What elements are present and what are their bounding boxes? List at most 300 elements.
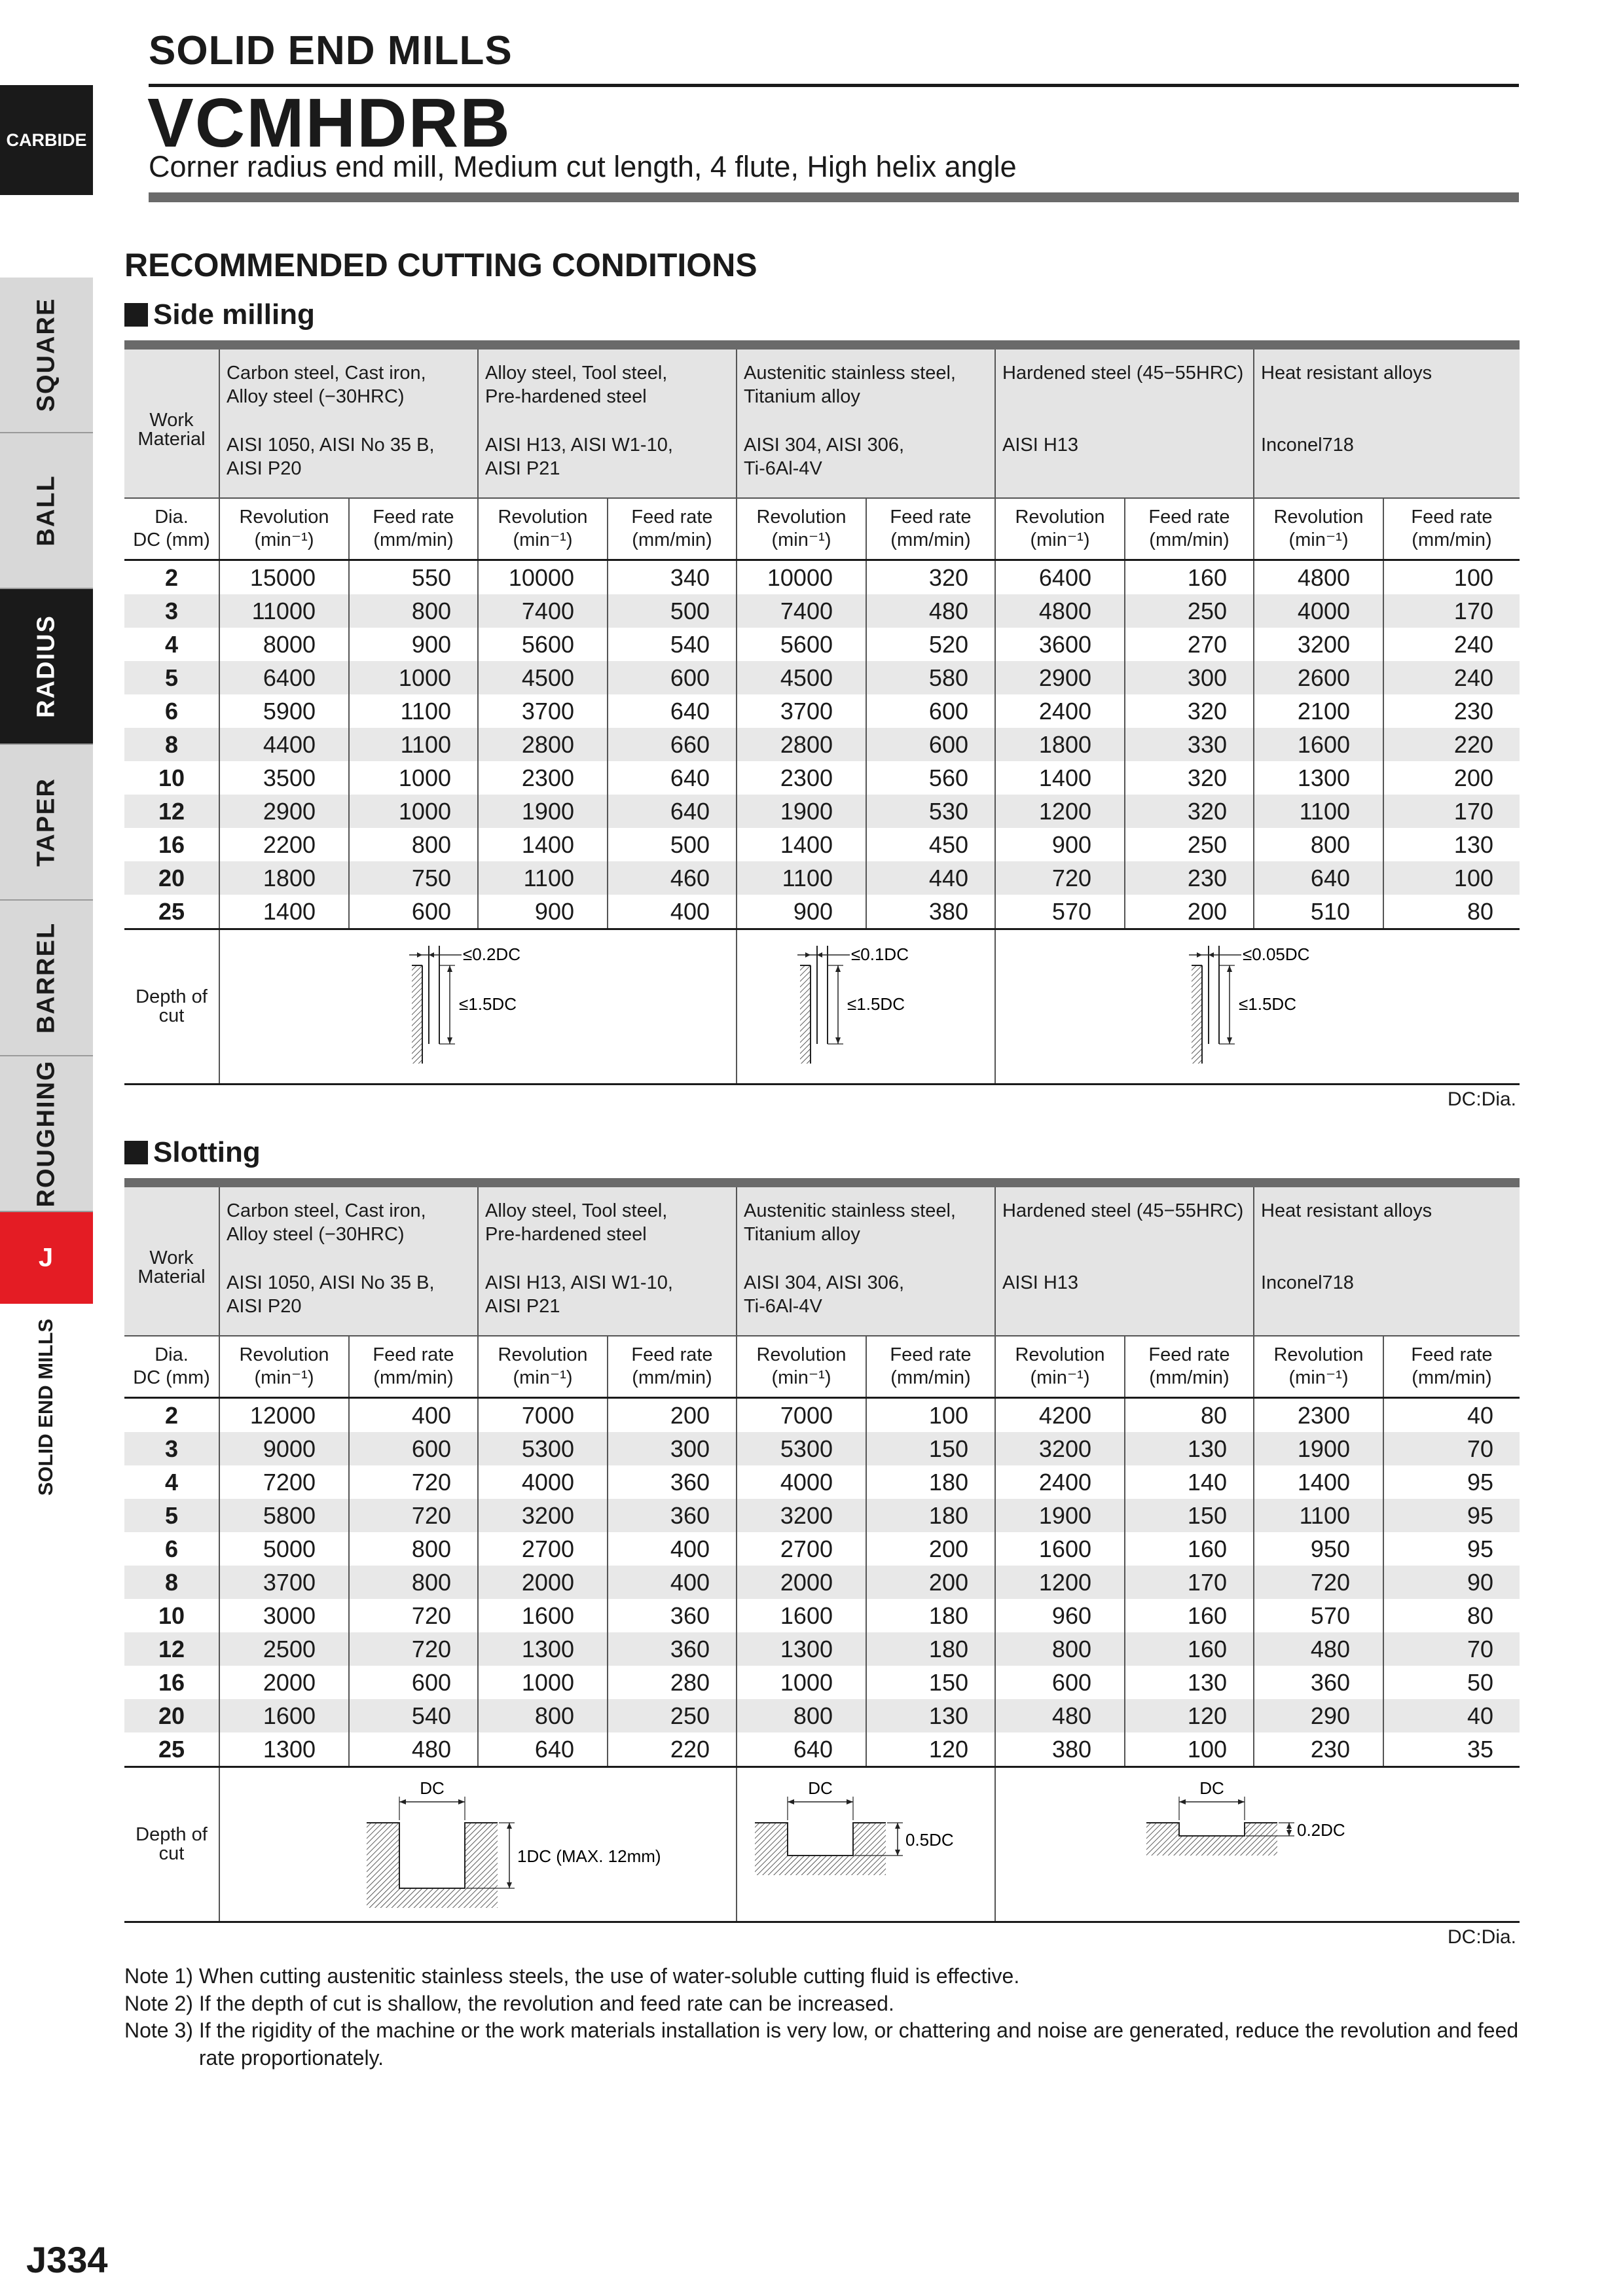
feed-rate-cell: 250 xyxy=(1125,594,1254,628)
feed-rate-cell: 170 xyxy=(1383,795,1520,828)
material-header xyxy=(1254,350,1520,498)
revolution-cell: 1300 xyxy=(1254,761,1383,795)
feed-rate-cell: 460 xyxy=(608,861,737,895)
feed-rate-cell: 440 xyxy=(866,861,995,895)
depth-of-cut-label: Depth of cut xyxy=(124,929,219,1085)
feed-rate-cell: 400 xyxy=(608,895,737,929)
feed-rate-cell: 360 xyxy=(608,1599,737,1632)
table-row xyxy=(124,560,1520,595)
revolution-cell: 4500 xyxy=(478,661,608,694)
tab-taper-label: TAPER xyxy=(32,778,60,867)
revolution-cell: 1400 xyxy=(1254,1465,1383,1499)
feed-rate-cell: 200 xyxy=(866,1566,995,1599)
revolution-header: Revolution (min⁻¹) xyxy=(1254,1336,1383,1398)
feed-rate-cell: 95 xyxy=(1383,1499,1520,1532)
revolution-cell: 640 xyxy=(737,1732,866,1767)
dia-cell: 5 xyxy=(124,1499,219,1532)
material-header xyxy=(995,350,1254,498)
feed-rate-cell: 180 xyxy=(866,1465,995,1499)
revolution-cell: 3700 xyxy=(478,694,608,728)
revolution-cell: 2700 xyxy=(478,1532,608,1566)
table-row xyxy=(124,661,1520,694)
revolution-cell: 3000 xyxy=(219,1599,349,1632)
dia-cell: 20 xyxy=(124,1699,219,1732)
table-row xyxy=(124,594,1520,628)
revolution-cell: 2800 xyxy=(737,728,866,761)
feed-rate-cell: 500 xyxy=(608,828,737,861)
revolution-cell: 5600 xyxy=(737,628,866,661)
revolution-cell: 2900 xyxy=(995,661,1125,694)
feed-rate-cell: 270 xyxy=(1125,628,1254,661)
feed-rate-cell: 600 xyxy=(349,895,478,929)
table-row xyxy=(124,1432,1520,1465)
tab-barrel-label: BARREL xyxy=(32,922,60,1034)
revolution-cell: 2300 xyxy=(737,761,866,795)
feed-rate-cell: 250 xyxy=(1125,828,1254,861)
tab-roughing[interactable] xyxy=(0,1056,93,1212)
revolution-cell: 1300 xyxy=(478,1632,608,1666)
dia-cell: 5 xyxy=(124,661,219,694)
feed-rate-cell: 300 xyxy=(608,1432,737,1465)
revolution-cell: 5000 xyxy=(219,1532,349,1566)
feed-rate-cell: 230 xyxy=(1125,861,1254,895)
tab-square[interactable] xyxy=(0,278,93,433)
depth-of-cut-diagram-cell xyxy=(737,929,995,1085)
revolution-cell: 7200 xyxy=(219,1465,349,1499)
table-row xyxy=(124,828,1520,861)
revolution-cell: 3700 xyxy=(737,694,866,728)
revolution-cell: 2800 xyxy=(478,728,608,761)
feed-rate-cell: 520 xyxy=(866,628,995,661)
revolution-cell: 800 xyxy=(1254,828,1383,861)
table-row xyxy=(124,895,1520,929)
revolution-cell: 1600 xyxy=(737,1599,866,1632)
dia-cell: 16 xyxy=(158,831,185,858)
revolution-cell: 6400 xyxy=(219,661,349,694)
material-name: Alloy steel, Tool steel, Pre-hardened steel xyxy=(485,363,668,408)
vertical-section-label: SOLID END MILLS xyxy=(34,1318,57,1496)
revolution-cell: 2700 xyxy=(737,1532,866,1566)
material-header xyxy=(737,1187,995,1336)
tab-j[interactable] xyxy=(0,1212,93,1304)
revolution-cell: 3200 xyxy=(478,1499,608,1532)
depth-of-cut-label: Depth of cut xyxy=(124,1767,219,1922)
revolution-cell: 8000 xyxy=(219,628,349,661)
feed-rate-cell: 80 xyxy=(1125,1398,1254,1433)
feed-rate-header: Feed rate (mm/min) xyxy=(349,498,478,560)
revolution-cell: 480 xyxy=(1254,1632,1383,1666)
feed-rate-cell: 1100 xyxy=(349,694,478,728)
table-row xyxy=(124,1599,1520,1632)
revolution-header: Revolution (min⁻¹) xyxy=(478,498,608,560)
feed-rate-cell: 150 xyxy=(866,1432,995,1465)
dia-cell: 6 xyxy=(164,697,179,725)
square-bullet-icon xyxy=(124,1141,148,1164)
material-aisi: AISI H13, AISI W1-10, AISI P21 xyxy=(485,435,673,480)
depth-of-cut-row xyxy=(124,929,1520,1085)
revolution-cell: 7400 xyxy=(478,594,608,628)
feed-rate-cell: 480 xyxy=(866,594,995,628)
axial-depth-label: ≤1.5DC xyxy=(459,994,517,1014)
revolution-cell: 510 xyxy=(1254,895,1383,929)
feed-rate-cell: 100 xyxy=(1125,1732,1254,1767)
dc-dia-note: DC:Dia. xyxy=(1447,1926,1516,1948)
feed-rate-cell: 160 xyxy=(1125,560,1254,595)
slotting-depth-diagram xyxy=(1140,1778,1376,1901)
feed-rate-cell: 240 xyxy=(1383,661,1520,694)
feed-rate-header: Feed rate (mm/min) xyxy=(1383,498,1520,560)
feed-rate-cell: 550 xyxy=(349,560,478,595)
table-row xyxy=(124,1699,1520,1732)
table-row xyxy=(124,795,1520,828)
feed-rate-cell: 200 xyxy=(866,1532,995,1566)
feed-rate-cell: 660 xyxy=(608,728,737,761)
revolution-cell: 1000 xyxy=(478,1666,608,1699)
tab-j-label: J xyxy=(38,1243,55,1272)
material-name: Carbon steel, Cast iron, Alloy steel (−30HRC) xyxy=(227,363,426,408)
revolution-cell: 720 xyxy=(995,861,1125,895)
revolution-cell: 570 xyxy=(1254,1599,1383,1632)
note-3: Note 3) If the rigidity of the machine or the work materials installation is very low, or chattering and noise are generated, reduce the revolution and feed rate proportionately. xyxy=(124,2018,1519,2070)
feed-rate-header: Feed rate (mm/min) xyxy=(608,498,737,560)
revolution-cell: 900 xyxy=(995,828,1125,861)
header-bar xyxy=(149,192,1519,202)
revolution-cell: 1600 xyxy=(995,1532,1125,1566)
dia-cell: 20 xyxy=(124,861,219,895)
table-top-bar xyxy=(124,1178,1520,1187)
side-milling-heading: Side milling xyxy=(124,298,315,331)
feed-rate-cell: 160 xyxy=(1125,1599,1254,1632)
revolution-cell: 480 xyxy=(995,1699,1125,1732)
dia-cell: 12 xyxy=(124,1632,219,1666)
tab-roughing-label: ROUGHING xyxy=(32,1060,60,1208)
feed-rate-cell: 320 xyxy=(866,560,995,595)
feed-rate-cell: 720 xyxy=(349,1632,478,1666)
revolution-cell: 1100 xyxy=(478,861,608,895)
dia-cell: 4 xyxy=(164,1468,179,1496)
square-bullet-icon xyxy=(124,303,148,327)
carbide-tab-label: CARBIDE xyxy=(6,130,87,150)
feed-rate-cell: 1000 xyxy=(349,795,478,828)
feed-rate-cell: 560 xyxy=(866,761,995,795)
revolution-cell: 1100 xyxy=(1254,1499,1383,1532)
feed-rate-cell: 640 xyxy=(608,761,737,795)
slot-depth-label: 1DC (MAX. 12mm) xyxy=(517,1846,661,1866)
work-material-label: Work Material xyxy=(124,1187,219,1336)
depth-of-cut-diagram-cell xyxy=(219,929,737,1085)
side-milling-depth-diagram xyxy=(403,946,553,1064)
material-name: Austenitic stainless steel, Titanium alloy xyxy=(744,363,956,408)
material-header xyxy=(1254,1187,1520,1336)
feed-rate-cell: 150 xyxy=(866,1666,995,1699)
material-name: Heat resistant alloys xyxy=(1261,1200,1432,1221)
revolution-cell: 4500 xyxy=(737,661,866,694)
slot-depth-label: 0.5DC xyxy=(905,1830,954,1850)
feed-rate-cell: 130 xyxy=(1383,828,1520,861)
slotting-table xyxy=(124,1178,1520,1923)
dia-cell: 3 xyxy=(124,1432,219,1465)
feed-rate-cell: 800 xyxy=(349,1532,478,1566)
model-name: VCMHDRB xyxy=(147,84,511,162)
table-row xyxy=(124,1732,1520,1767)
revolution-header: Revolution (min⁻¹) xyxy=(219,498,349,560)
dia-cell: 25 xyxy=(124,1732,219,1767)
feed-rate-cell: 1000 xyxy=(349,661,478,694)
revolution-header: Revolution (min⁻¹) xyxy=(737,498,866,560)
feed-rate-cell: 90 xyxy=(1383,1566,1520,1599)
revolution-cell: 2200 xyxy=(219,828,349,861)
revolution-cell: 5800 xyxy=(219,1499,349,1532)
tab-ball[interactable] xyxy=(0,433,93,589)
revolution-cell: 950 xyxy=(1254,1532,1383,1566)
feed-rate-cell: 900 xyxy=(349,628,478,661)
feed-rate-cell: 800 xyxy=(349,594,478,628)
feed-rate-cell: 230 xyxy=(1383,694,1520,728)
tab-radius-label: RADIUS xyxy=(32,615,60,718)
revolution-cell: 960 xyxy=(995,1599,1125,1632)
revolution-cell: 1600 xyxy=(1254,728,1383,761)
feed-rate-cell: 100 xyxy=(866,1398,995,1433)
feed-rate-cell: 600 xyxy=(608,661,737,694)
revolution-cell: 5600 xyxy=(478,628,608,661)
revolution-cell: 900 xyxy=(478,895,608,929)
feed-rate-cell: 300 xyxy=(1125,661,1254,694)
feed-rate-cell: 500 xyxy=(608,594,737,628)
feed-rate-cell: 70 xyxy=(1383,1632,1520,1666)
feed-rate-header: Feed rate (mm/min) xyxy=(1125,1336,1254,1398)
revolution-cell: 3600 xyxy=(995,628,1125,661)
revolution-cell: 4800 xyxy=(995,594,1125,628)
revolution-cell: 1900 xyxy=(478,795,608,828)
table-row xyxy=(124,1666,1520,1699)
revolution-header: Revolution (min⁻¹) xyxy=(995,1336,1125,1398)
feed-rate-cell: 640 xyxy=(608,694,737,728)
revolution-cell: 1900 xyxy=(995,1499,1125,1532)
dia-header: Dia. DC (mm) xyxy=(124,1336,219,1398)
revolution-cell: 15000 xyxy=(219,560,349,595)
revolution-cell: 2900 xyxy=(219,795,349,828)
feed-rate-cell: 80 xyxy=(1383,1599,1520,1632)
feed-rate-cell: 120 xyxy=(866,1732,995,1767)
revolution-cell: 720 xyxy=(1254,1566,1383,1599)
feed-rate-cell: 1000 xyxy=(349,761,478,795)
revolution-cell: 1900 xyxy=(1254,1432,1383,1465)
feed-rate-header: Feed rate (mm/min) xyxy=(608,1336,737,1398)
revolution-header: Revolution (min⁻¹) xyxy=(995,498,1125,560)
dia-cell: 3 xyxy=(124,594,219,628)
note-2: Note 2) If the depth of cut is shallow, the revolution and feed rate can be increased. xyxy=(124,1991,894,2015)
material-aisi: AISI 304, AISI 306, Ti-6Al-4V xyxy=(744,435,905,480)
depth-of-cut-row xyxy=(124,1767,1520,1922)
slotting-depth-diagram xyxy=(360,1778,661,1901)
revolution-cell: 1300 xyxy=(219,1732,349,1767)
feed-rate-cell: 320 xyxy=(1125,795,1254,828)
note-1: Note 1) When cutting austenitic stainless steels, the use of water-soluble cutting fluid is effective. xyxy=(124,1964,1020,1988)
feed-rate-cell: 250 xyxy=(608,1699,737,1732)
revolution-cell: 1100 xyxy=(1254,795,1383,828)
radial-depth-label: ≤0.2DC xyxy=(463,944,520,964)
dia-cell: 6 xyxy=(164,1535,179,1562)
revolution-cell: 2300 xyxy=(1254,1398,1383,1433)
feed-rate-cell: 800 xyxy=(349,828,478,861)
revolution-cell: 290 xyxy=(1254,1699,1383,1732)
feed-rate-cell: 80 xyxy=(1383,895,1520,929)
revolution-cell: 4800 xyxy=(1254,560,1383,595)
feed-rate-cell: 50 xyxy=(1383,1666,1520,1699)
revolution-cell: 600 xyxy=(995,1666,1125,1699)
table-row xyxy=(124,1532,1520,1566)
feed-rate-cell: 95 xyxy=(1383,1532,1520,1566)
revolution-cell: 10000 xyxy=(478,560,608,595)
table-top-bar xyxy=(124,340,1520,350)
revolution-cell: 3700 xyxy=(219,1566,349,1599)
tab-square-label: SQUARE xyxy=(32,297,60,412)
feed-rate-cell: 720 xyxy=(349,1465,478,1499)
material-header xyxy=(995,1187,1254,1336)
material-name: Austenitic stainless steel, Titanium alloy xyxy=(744,1200,956,1246)
revolution-cell: 1400 xyxy=(478,828,608,861)
revolution-cell: 1100 xyxy=(737,861,866,895)
feed-rate-header: Feed rate (mm/min) xyxy=(1125,498,1254,560)
slotting-depth-diagram xyxy=(748,1778,984,1901)
feed-rate-header: Feed rate (mm/min) xyxy=(866,1336,995,1398)
side-milling-table xyxy=(124,340,1520,1085)
material-name: Alloy steel, Tool steel, Pre-hardened steel xyxy=(485,1200,668,1246)
tab-radius[interactable] xyxy=(0,589,93,745)
material-aisi: AISI H13 xyxy=(1002,435,1079,456)
revolution-cell: 360 xyxy=(1254,1666,1383,1699)
feed-rate-cell: 130 xyxy=(1125,1432,1254,1465)
feed-rate-cell: 170 xyxy=(1125,1566,1254,1599)
tab-ball-label: BALL xyxy=(32,475,60,547)
work-material-row xyxy=(124,1187,1520,1336)
revolution-cell: 640 xyxy=(1254,861,1383,895)
work-material-label: Work Material xyxy=(124,350,219,498)
revolution-cell: 800 xyxy=(478,1699,608,1732)
material-aisi: AISI H13, AISI W1-10, AISI P21 xyxy=(485,1272,673,1318)
feed-rate-cell: 130 xyxy=(1125,1666,1254,1699)
dia-cell: 4 xyxy=(164,630,179,658)
feed-rate-cell: 220 xyxy=(608,1732,737,1767)
dc-dia-note: DC:Dia. xyxy=(1447,1088,1516,1110)
feed-rate-cell: 200 xyxy=(1383,761,1520,795)
material-name: Heat resistant alloys xyxy=(1261,363,1432,384)
work-material-row xyxy=(124,350,1520,498)
feed-rate-cell: 40 xyxy=(1383,1398,1520,1433)
slot-width-label: DC xyxy=(1199,1778,1224,1798)
revolution-cell: 4400 xyxy=(219,728,349,761)
feed-rate-cell: 1100 xyxy=(349,728,478,761)
feed-rate-cell: 180 xyxy=(866,1599,995,1632)
table-row xyxy=(124,1398,1520,1433)
dia-header: Dia. DC (mm) xyxy=(124,498,219,560)
revolution-cell: 4000 xyxy=(478,1465,608,1499)
table-row xyxy=(124,1632,1520,1666)
side-milling-depth-diagram xyxy=(791,946,941,1064)
dia-cell: 10 xyxy=(158,1602,185,1629)
feed-rate-header: Feed rate (mm/min) xyxy=(1383,1336,1520,1398)
revolution-cell: 1900 xyxy=(737,795,866,828)
category-title: SOLID END MILLS xyxy=(149,28,513,73)
revolution-cell: 6400 xyxy=(995,560,1125,595)
feed-rate-cell: 600 xyxy=(866,694,995,728)
feed-rate-cell: 800 xyxy=(349,1566,478,1599)
revolution-cell: 1400 xyxy=(219,895,349,929)
revolution-cell: 1200 xyxy=(995,1566,1125,1599)
feed-rate-cell: 540 xyxy=(608,628,737,661)
feed-rate-cell: 100 xyxy=(1383,560,1520,595)
revolution-cell: 5900 xyxy=(219,694,349,728)
slot-width-label: DC xyxy=(420,1778,445,1798)
revolution-cell: 2400 xyxy=(995,1465,1125,1499)
material-aisi: AISI 304, AISI 306, Ti-6Al-4V xyxy=(744,1272,905,1318)
revolution-cell: 3200 xyxy=(1254,628,1383,661)
dia-cell: 2 xyxy=(164,564,179,591)
dia-cell: 10 xyxy=(158,764,185,791)
table-row xyxy=(124,1499,1520,1532)
revolution-cell: 800 xyxy=(995,1632,1125,1666)
revolution-cell: 7000 xyxy=(737,1398,866,1433)
feed-rate-cell: 600 xyxy=(349,1432,478,1465)
revolution-header: Revolution (min⁻¹) xyxy=(219,1336,349,1398)
table-row xyxy=(124,861,1520,895)
feed-rate-cell: 220 xyxy=(1383,728,1520,761)
table-row xyxy=(124,761,1520,795)
feed-rate-cell: 340 xyxy=(608,560,737,595)
tab-barrel[interactable] xyxy=(0,901,93,1056)
feed-rate-cell: 480 xyxy=(349,1732,478,1767)
revolution-cell: 7000 xyxy=(478,1398,608,1433)
axial-depth-label: ≤1.5DC xyxy=(847,994,905,1014)
revolution-cell: 5300 xyxy=(478,1432,608,1465)
feed-rate-cell: 35 xyxy=(1383,1732,1520,1767)
feed-rate-cell: 40 xyxy=(1383,1699,1520,1732)
revolution-cell: 2600 xyxy=(1254,661,1383,694)
column-header-row xyxy=(124,1336,1520,1398)
feed-rate-cell: 450 xyxy=(866,828,995,861)
table-row xyxy=(124,1465,1520,1499)
feed-rate-cell: 280 xyxy=(608,1666,737,1699)
column-header-row xyxy=(124,498,1520,560)
revolution-cell: 3200 xyxy=(737,1499,866,1532)
material-header xyxy=(478,350,737,498)
revolution-cell: 1800 xyxy=(995,728,1125,761)
feed-rate-cell: 640 xyxy=(608,795,737,828)
dia-cell: 25 xyxy=(124,895,219,929)
radial-depth-label: ≤0.05DC xyxy=(1243,944,1310,964)
feed-rate-cell: 140 xyxy=(1125,1465,1254,1499)
material-aisi: Inconel718 xyxy=(1261,435,1354,456)
revolution-cell: 3200 xyxy=(995,1432,1125,1465)
revolution-cell: 2000 xyxy=(737,1566,866,1599)
feed-rate-cell: 360 xyxy=(608,1465,737,1499)
revolution-cell: 1600 xyxy=(219,1699,349,1732)
feed-rate-cell: 180 xyxy=(866,1632,995,1666)
revolution-header: Revolution (min⁻¹) xyxy=(737,1336,866,1398)
feed-rate-cell: 70 xyxy=(1383,1432,1520,1465)
feed-rate-cell: 95 xyxy=(1383,1465,1520,1499)
revolution-cell: 2100 xyxy=(1254,694,1383,728)
feed-rate-cell: 240 xyxy=(1383,628,1520,661)
feed-rate-header: Feed rate (mm/min) xyxy=(866,498,995,560)
revolution-cell: 4000 xyxy=(1254,594,1383,628)
revolution-cell: 2400 xyxy=(995,694,1125,728)
revolution-cell: 11000 xyxy=(219,594,349,628)
tab-taper[interactable] xyxy=(0,745,93,901)
depth-of-cut-diagram-cell xyxy=(219,1767,737,1922)
material-name: Hardened steel (45−55HRC) xyxy=(1002,1200,1244,1221)
material-header xyxy=(478,1187,737,1336)
